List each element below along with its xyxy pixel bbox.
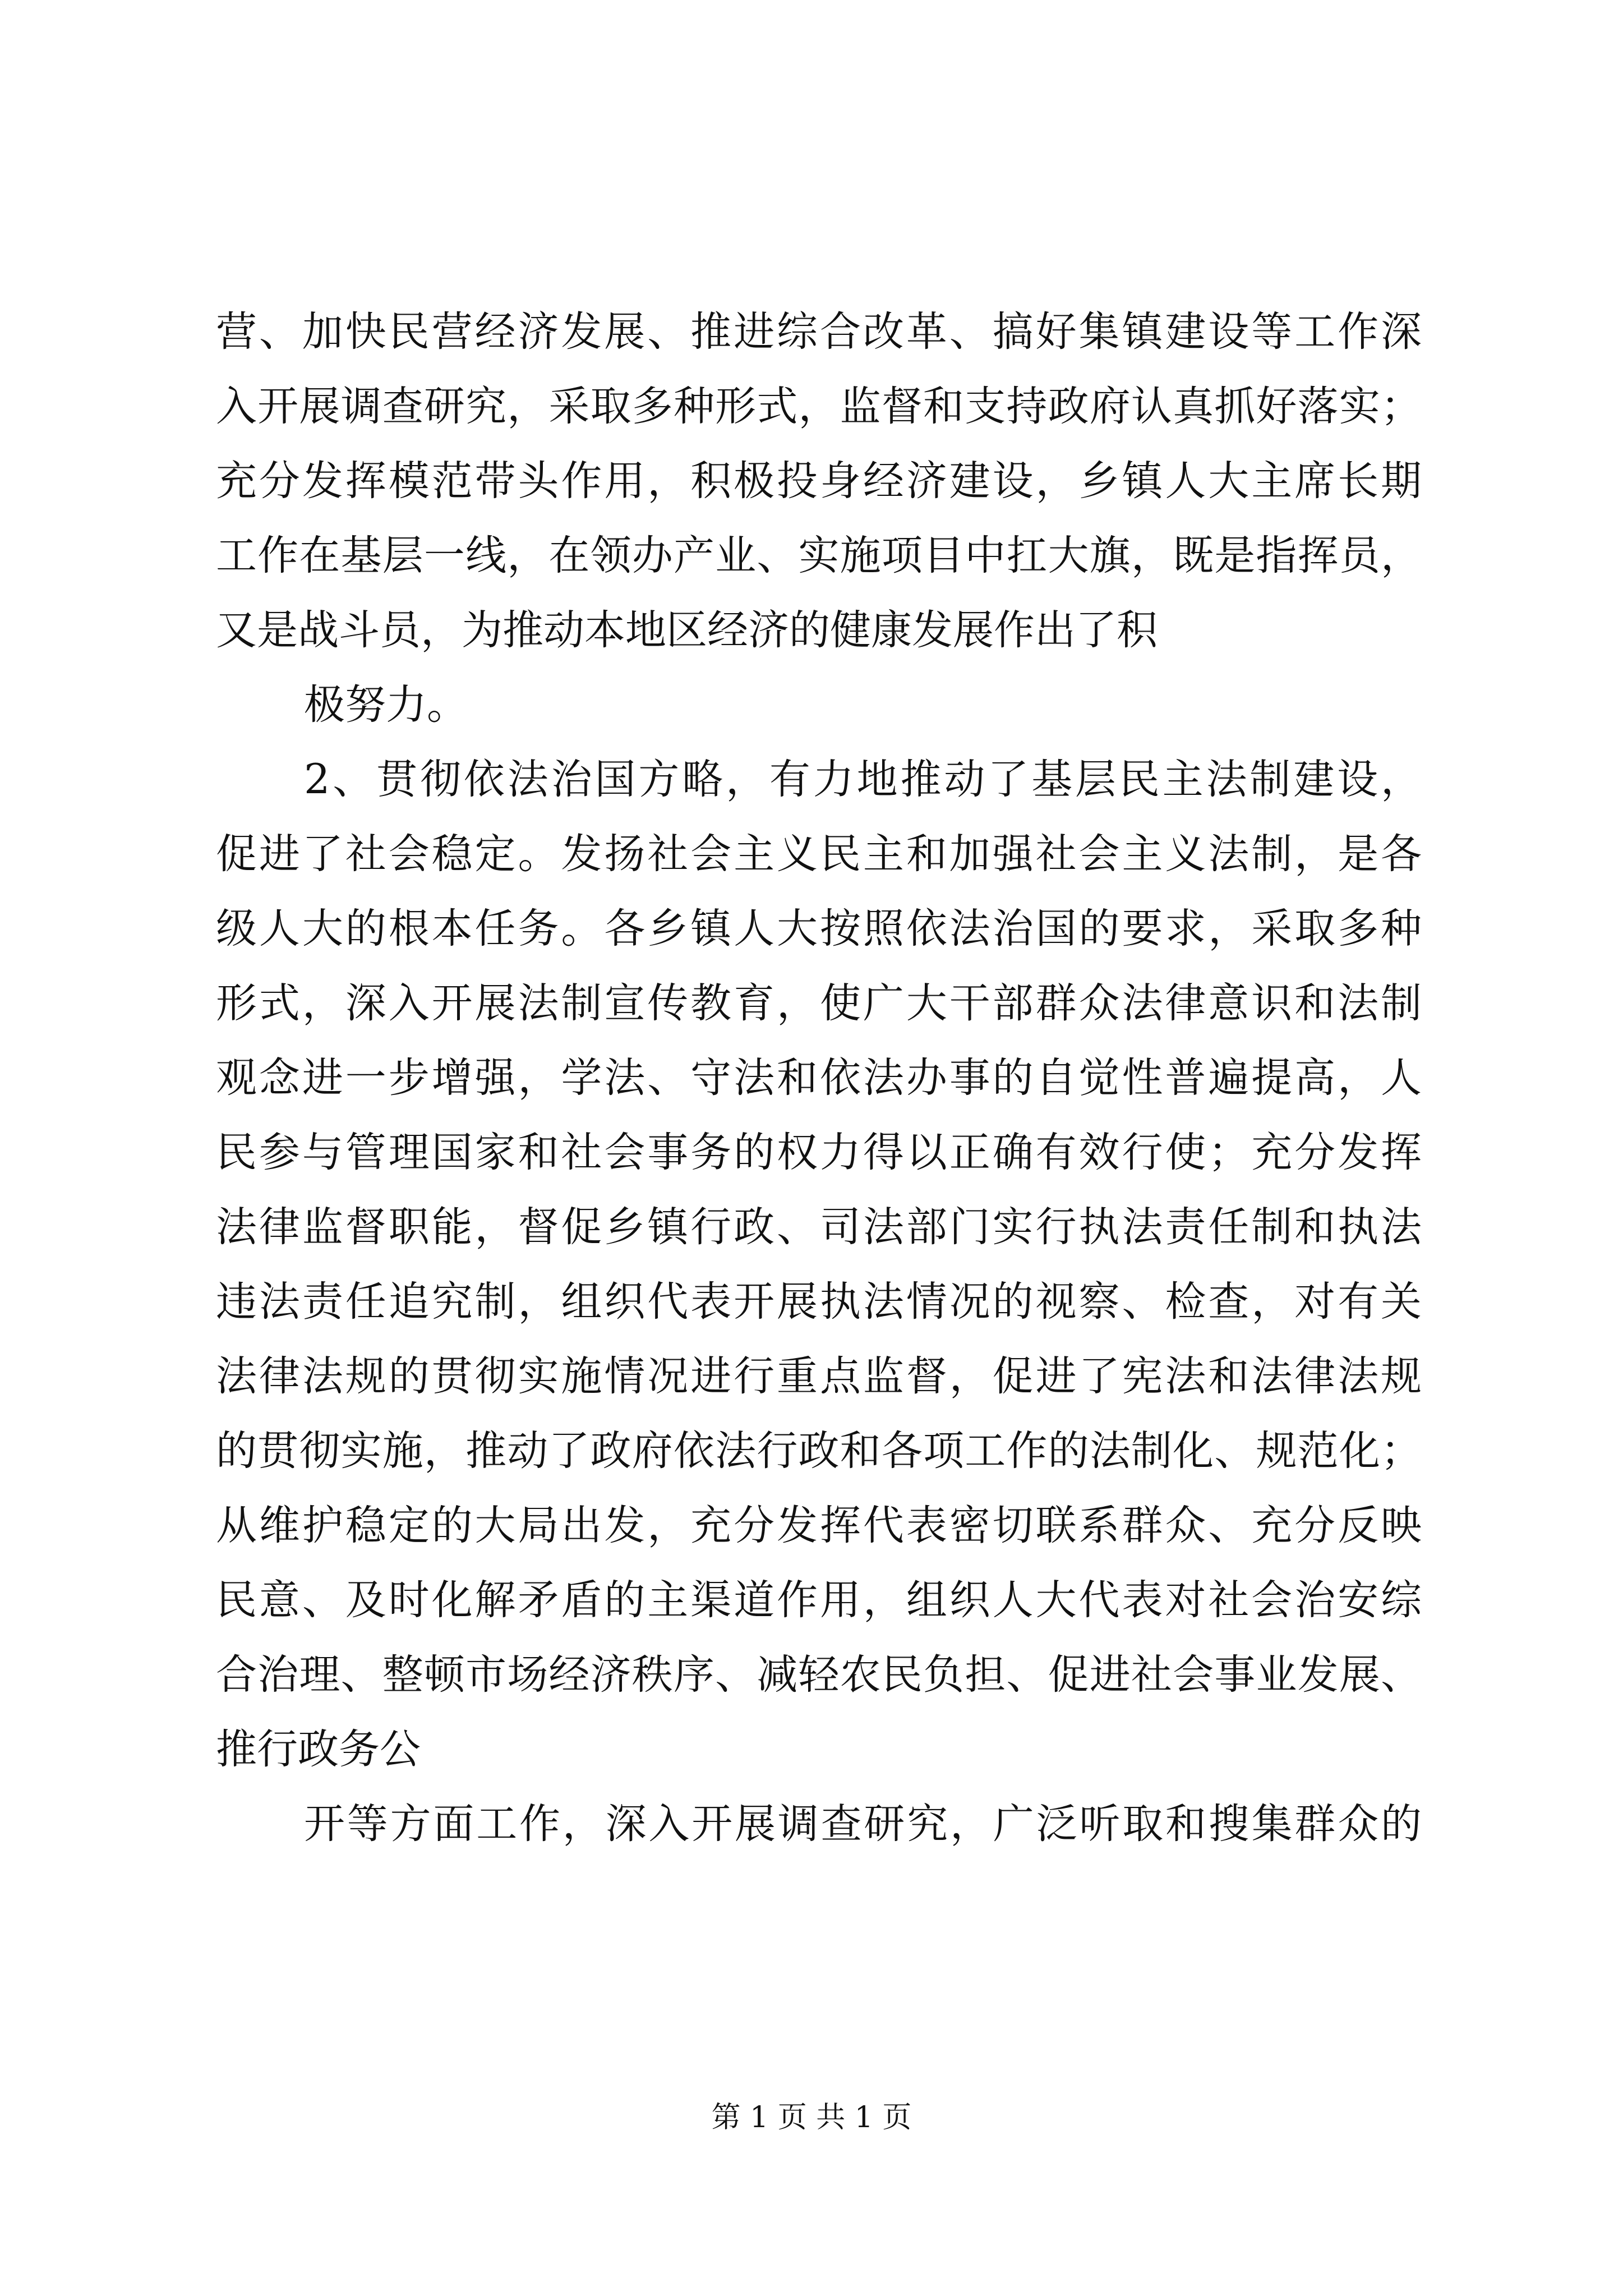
text-line: 级人大的根本任务。各乡镇人大按照依法治国的要求，采取多种: [216, 905, 1422, 953]
paragraph-heading-line: 2、贯彻依法治国方略，有力地推动了基层民主法制建设，: [304, 756, 1422, 803]
text-line: 法律监督职能，督促乡镇行政、司法部门实行执法责任制和执法: [216, 1203, 1422, 1251]
text-line: 极努力。: [304, 681, 468, 729]
text-line: 推行政务公: [216, 1726, 421, 1773]
text-line: 形式，深入开展法制宣传教育，使广大干部群众法律意识和法制: [216, 979, 1422, 1027]
document-body: [216, 295, 1422, 1861]
text-line: 违法责任追究制，组织代表开展执法情况的视察、检查，对有关: [216, 1278, 1422, 1326]
text-line: 充分发挥模范带头作用，积极投身经济建设，乡镇人大主席长期: [216, 457, 1422, 505]
page-number-footer: 第 1 页 共 1 页: [711, 2101, 912, 2134]
text-line: 从维护稳定的大局出发，充分发挥代表密切联系群众、充分反映: [216, 1502, 1422, 1549]
text-line: 开等方面工作，深入开展调查研究，广泛听取和搜集群众的: [304, 1800, 1422, 1848]
text-line: 合治理、整顿市场经济秩序、减轻农民负担、促进社会事业发展、: [216, 1651, 1422, 1699]
text-line: 又是战斗员，为推动本地区经济的健康发展作出了积: [216, 606, 1158, 654]
text-line: 工作在基层一线，在领办产业、实施项目中扛大旗，既是指挥员，: [216, 532, 1422, 579]
text-line: 观念进一步增强，学法、守法和依法办事的自觉性普遍提高，人: [216, 1054, 1422, 1102]
text-line: 民参与管理国家和社会事务的权力得以正确有效行使；充分发挥: [216, 1129, 1422, 1176]
text-line: 法律法规的贯彻实施情况进行重点监督，促进了宪法和法律法规: [216, 1352, 1422, 1400]
text-line: 入开展调查研究，采取多种形式，监督和支持政府认真抓好落实；: [216, 383, 1422, 430]
text-line: 民意、及时化解矛盾的主渠道作用，组织人大代表对社会治安综: [216, 1576, 1422, 1624]
text-line: 促进了社会稳定。发扬社会主义民主和加强社会主义法制，是各: [216, 830, 1422, 878]
text-line: 的贯彻实施，推动了政府依法行政和各项工作的法制化、规范化；: [216, 1427, 1422, 1475]
text-line: 营、加快民营经济发展、推进综合改革、搞好集镇建设等工作深: [216, 308, 1422, 356]
